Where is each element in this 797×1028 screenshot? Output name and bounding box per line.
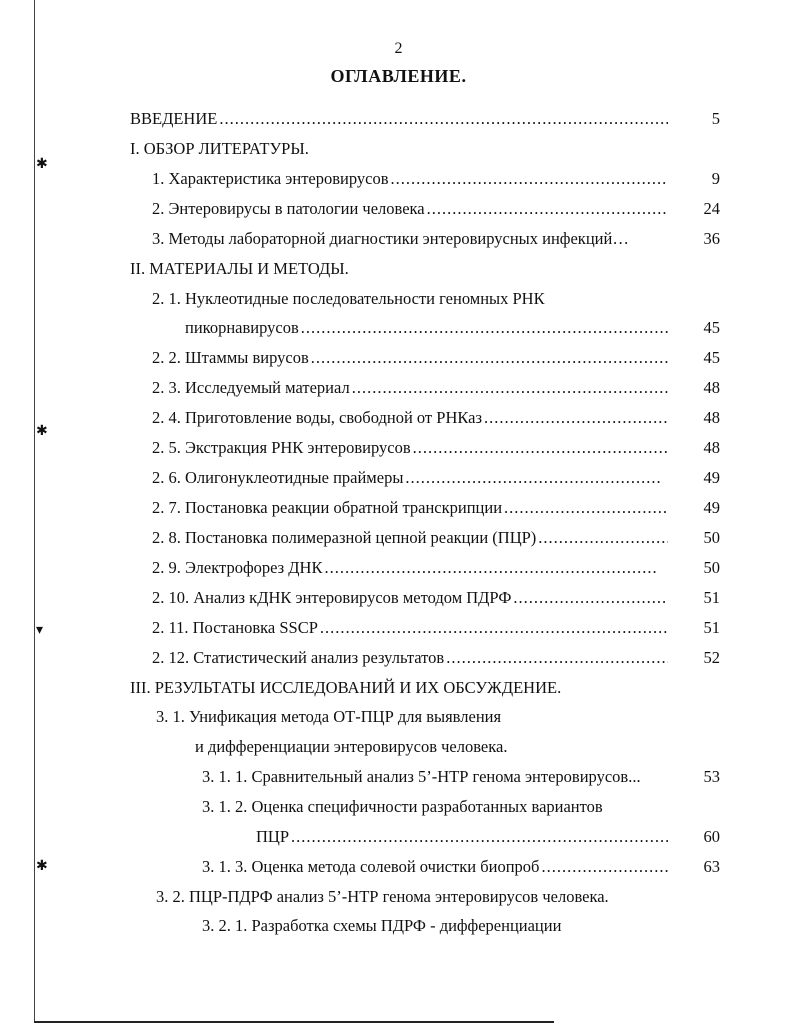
toc-page-number: 53 — [703, 767, 720, 786]
toc-entry — [185, 316, 670, 340]
toc-entry-label: 3. 1. Унификация метода ОТ-ПЦР для выявления — [156, 707, 502, 726]
toc-entry-label: 2. 12. Статистический анализ результатов — [152, 648, 445, 667]
leader-dots — [291, 825, 668, 849]
leader-dots — [219, 107, 668, 131]
toc-entry-label: 2. 11. Постановка SSCP — [152, 618, 318, 637]
toc-entry — [202, 855, 670, 879]
toc-page-number: 48 — [703, 438, 720, 457]
toc-entry — [152, 376, 670, 400]
toc-entry-label: 3. 1. 1. Сравнительный анализ 5’-НТР генома энтеровирусов... — [202, 767, 641, 786]
leader-dots — [301, 316, 668, 340]
toc-entry — [152, 346, 670, 370]
toc-entry-label: 2. 7. Постановка реакции обратной транскрипции — [152, 498, 503, 517]
toc-chapter-heading: II. МАТЕРИАЛЫ И МЕТОДЫ. — [130, 259, 349, 278]
toc-entry — [152, 406, 670, 430]
toc-entry — [152, 556, 660, 580]
toc-chapter-heading: I. ОБЗОР ЛИТЕРАТУРЫ. — [130, 139, 309, 158]
toc-page-number: 9 — [711, 169, 720, 188]
page-number: 2 — [394, 40, 403, 57]
toc-entry-label: 2. 6. Олигонуклеотидные праймеры — [152, 468, 404, 487]
leader-dots — [324, 556, 658, 580]
toc-chapter-heading: III. РЕЗУЛЬТАТЫ ИССЛЕДОВАНИЙ И ИХ ОБСУЖДЕНИЕ. — [130, 678, 562, 697]
toc-entry-label: 2. 8. Постановка полимеразной цепной реакции (ПЦР) — [152, 528, 537, 547]
toc-entry-label: 1. Характеристика энтеровирусов — [152, 169, 389, 188]
toc-entry — [152, 646, 670, 670]
toc-page-number: 5 — [711, 109, 720, 128]
toc-entry-label: ПЦР — [256, 827, 290, 846]
toc-entry-label: 2. 4. Приготовление воды, свободной от РНКаз — [152, 408, 482, 427]
leader-dots — [352, 376, 668, 400]
toc-page-number: 24 — [703, 199, 720, 218]
toc-entry-label: 2. 9. Электрофорез ДНК — [152, 558, 323, 577]
toc-page-number: 48 — [703, 408, 720, 427]
leader-dots — [504, 496, 668, 520]
toc-entry-label: пикорнавирусов — [185, 318, 299, 337]
toc-page-number: 60 — [703, 827, 720, 846]
binding-hole-mark: ✱ — [36, 424, 48, 439]
leader-dots — [541, 855, 668, 879]
toc-page-number: 45 — [703, 318, 720, 337]
toc-entry — [152, 586, 670, 610]
leader-dots — [513, 586, 668, 610]
toc-entry — [152, 197, 670, 221]
toc-page-number: 50 — [703, 528, 720, 547]
toc-entry-label: 3. 2. 1. Разработка схемы ПДРФ - дифференциации — [202, 916, 562, 935]
toc-entry-label: 3. 1. 3. Оценка метода солевой очистки биопроб — [202, 857, 540, 876]
leader-dots — [391, 167, 668, 191]
leader-dots — [320, 616, 668, 640]
toc-entry — [152, 466, 662, 490]
toc-page-number: 36 — [703, 229, 720, 248]
toc-entry — [152, 496, 670, 520]
toc-page-number: 51 — [703, 588, 720, 607]
leader-dots — [311, 346, 668, 370]
toc-page-number: 51 — [703, 618, 720, 637]
toc-page-number: 48 — [703, 378, 720, 397]
leader-dots — [446, 646, 668, 670]
toc-entry — [152, 616, 670, 640]
toc-entry-label: 3. Методы лабораторной диагностики энтеровирусных инфекций… — [152, 229, 629, 248]
toc-entry-label: 2. Энтеровирусы в патологии человека — [152, 199, 425, 218]
leader-dots — [538, 526, 668, 550]
binding-hole-mark: ✱ — [36, 859, 48, 874]
binding-hole-mark: ✱ — [36, 157, 48, 172]
toc-entry-label: 3. 2. ПЦР-ПДРФ анализ 5’-НТР генома энтеровирусов человека. — [156, 887, 609, 906]
leader-dots — [427, 197, 668, 221]
toc-page-number: 63 — [703, 857, 720, 876]
toc-entry-label: 3. 1. 2. Оценка специфичности разработанных вариантов — [202, 797, 603, 816]
toc-entry-label: 2. 10. Анализ кДНК энтеровирусов методом ПДРФ — [152, 588, 512, 607]
toc-entry-label: 2. 2. Штаммы вирусов — [152, 348, 309, 367]
toc-page-number: 52 — [703, 648, 720, 667]
leader-dots — [405, 466, 660, 490]
binding-hole-mark: ▾ — [36, 623, 44, 638]
toc-entry-label: ВВЕДЕНИЕ — [130, 109, 218, 128]
leader-dots — [413, 436, 668, 460]
scan-margin-line — [34, 0, 35, 1022]
toc-entry — [256, 825, 670, 849]
toc-entry-label: 2. 3. Исследуемый материал — [152, 378, 350, 397]
toc-entry-label: 2. 1. Нуклеотидные последовательности геномных РНК — [152, 289, 545, 308]
toc-page-number: 50 — [703, 558, 720, 577]
toc-page-number: 45 — [703, 348, 720, 367]
leader-dots — [484, 406, 668, 430]
toc-page-number: 49 — [703, 498, 720, 517]
page-title: ОГЛАВЛЕНИЕ. — [330, 66, 467, 86]
scan-bottom-line — [34, 1021, 554, 1023]
toc-entry-label: и дифференциации энтеровирусов человека. — [195, 737, 508, 756]
toc-entry — [152, 167, 670, 191]
toc-entry — [152, 526, 670, 550]
toc-page-number: 49 — [703, 468, 720, 487]
toc-entry — [152, 436, 670, 460]
toc-entry — [130, 107, 670, 131]
toc-entry-label: 2. 5. Экстракция РНК энтеровирусов — [152, 438, 411, 457]
